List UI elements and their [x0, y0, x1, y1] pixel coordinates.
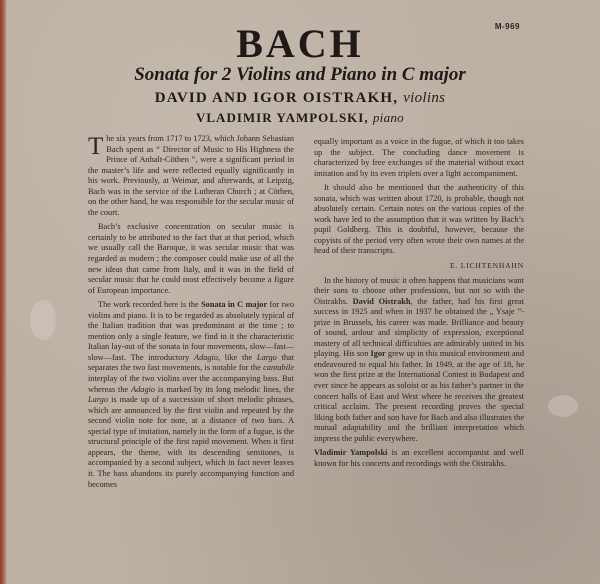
notes-paragraph: Vladimir Yampolski is an excellent accompanist and well known for his concerts and recordings with the Oistrakhs. — [314, 448, 524, 468]
author-signature: E. LICHTENHAHN — [449, 261, 524, 271]
notes-paragraph: The six years from 1717 to 1723, which Johann Sebastian Bach spent as “ Director of Music to His Highness the Prince of Anhalt-Cöthen ”, were a significant period in the master’s life and were reflected equally significantly in his work. Previously, at Weimar, and afterwards, at Leipzig, Bach was in the service of the Lutheran Church ; at Cöthen, on the other hand, he was responsible for the secular music of the court. — [88, 133, 294, 217]
catalog-number: M-969 — [494, 22, 520, 31]
artist-names: DAVID AND IGOR OISTRAKH, — [154, 90, 399, 106]
paper-stain — [30, 300, 56, 340]
pianist-line — [0, 110, 600, 126]
artist-line — [0, 90, 600, 107]
notes-paragraph: It should also be mentioned that the authenticity of this sonata, which was written about 1720, is probable, though not absolutely certain. Certain notes on the various copies of the work have led to the assumption that it was written by Bach’s pupil Goldberg. This is doubtful, however, because the copyists of the period very often wrote their own names at the head of their transcripts. — [314, 183, 524, 256]
artist-role: violins — [403, 90, 446, 106]
liner-notes-left-column — [88, 134, 294, 494]
notes-paragraph: equally important as a voice in the fugue, of which it too takes up the subject. The concluding dance movement is characterized by free exchanges of the material without exact imitation and by its even triplets over a light accompaniment. — [314, 137, 524, 178]
pianist-name: VLADIMIR YAMPOLSKI, — [196, 110, 369, 125]
notes-paragraph: In the history of music it often happens that musicians want their sons to choose other professions, but not so with the Oistrakhs. David Oistrakh, the father, had his first great success in 1925 and when in 1937 he obtained the „ Ysaje ”-prize in Brussels, his career was made. Brilliance and beauty of sound, ardour and simplicity of expression, exceptional mastery of all technical difficulties are admirably united in his playing. His son Igor grew up in this musical environment and endeavoured to equal his father. In 1949, at the age of 18, he won the first prize at the International Contest in Budapest and ever since he appears as soloist or as his father’s partner in the concert halls of East and West where he receives the greatest critical acclaim. The present recording proves the special liking both father and son have for Bach and also illustrates the mutual adaptability and the brilliant interpretation which impress the public everywhere. — [314, 275, 524, 443]
composer-title: BACH — [236, 21, 364, 66]
cover-edge — [0, 0, 7, 584]
liner-notes-right-column — [314, 137, 524, 473]
notes-paragraph: The work recorded here is the Sonata in C major for two violins and piano. It is to be regarded as absolutely typical of the Italian tradition that was predominant at the time ; to mention only a single feature, we find in it the characteristic Italian lay-out of the sonata in four movements, slow—fast—slow—fast. The introductory Adagio, like the Largo that separates the two fast movements, is notable for the cantabile interplay of the two violins over the accompanying bass. But whereas the Adagio is marked by its long melodic lines, the Largo is made up of a succession of short melodic phrases, which are announced by the first violin and repeated by the second violin note for note, at a distance of two bars. A special type of imitation, namely in the form of a fugue, is the structural principle of the first rapid movement. When it first appears, the theme, with its descending semitones, is accompanied by a second subject, which in fact never leaves it. The bass abandons its purely accompanying function and becomes — [88, 300, 295, 489]
pianist-role: piano — [372, 110, 404, 125]
work-subtitle: Sonata for 2 Violins and Piano in C major — [134, 64, 466, 85]
drop-cap: T — [88, 133, 104, 160]
notes-paragraph: Bach’s exclusive concentration on secular music is certainly to be attributed to the fact that at that period, which we usually call the Baroque, it was secular music that was regarded as modern ; the composer could make use of all the new ideas that came from Italy, and it was in the field of secular music that he could most effectively become a figure of European importance. — [88, 222, 294, 295]
paper-stain — [548, 395, 578, 417]
